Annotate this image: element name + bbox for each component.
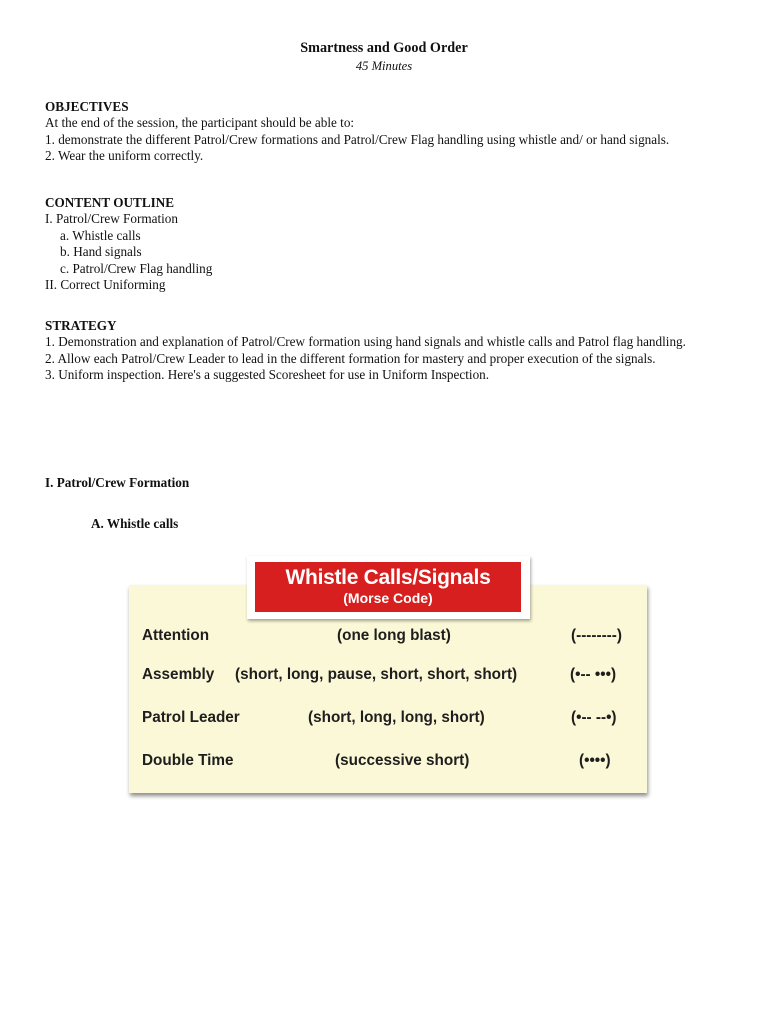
whistle-call-code: (•-- --•) xyxy=(571,709,617,726)
strategy-heading: STRATEGY xyxy=(45,318,117,333)
whistle-call-code: (--------) xyxy=(571,627,622,644)
strategy-item: 3. Uniform inspection. Here's a suggested Scoresheet for use in Uniform Inspection. xyxy=(45,367,490,383)
whistle-call-description: (short, long, pause, short, short, short) xyxy=(235,666,518,683)
objectives-section xyxy=(45,99,715,165)
whistle-banner xyxy=(255,562,521,612)
strategy-item: 2. Allow each Patrol/Crew Leader to lead in the different formation for mastery and proper execution of the signals. xyxy=(45,350,656,366)
objective-item: 1. demonstrate the different Patrol/Crew formations and Patrol/Crew Flag handling using whistle and/ or hand signals. xyxy=(45,131,670,147)
objective-item: 2. Wear the uniform correctly. xyxy=(45,148,204,164)
strategy-section xyxy=(45,318,715,384)
whistle-row xyxy=(129,710,647,730)
subsection-heading: A. Whistle calls xyxy=(91,516,179,531)
whistle-call-name: Double Time xyxy=(142,752,234,769)
page-title: Smartness and Good Order xyxy=(300,40,468,56)
whistle-call-name: Attention xyxy=(142,627,210,644)
outline-sub-item: c. Patrol/Crew Flag handling xyxy=(60,260,213,276)
whistle-call-name: Assembly xyxy=(142,666,215,683)
whistle-banner-frame xyxy=(247,556,530,619)
objectives-heading: OBJECTIVES xyxy=(45,99,129,114)
whistle-call-code: (•-- •••) xyxy=(570,666,617,683)
whistle-call-description: (one long blast) xyxy=(337,627,451,644)
whistle-call-description: (successive short) xyxy=(335,752,470,769)
objectives-intro: At the end of the session, the participant should be able to: xyxy=(45,115,355,131)
whistle-call-code: (••••) xyxy=(579,752,611,769)
outline-section-2: II. Correct Uniforming xyxy=(45,277,166,293)
banner-subtitle: (Morse Code) xyxy=(343,590,433,606)
content-outline-section xyxy=(45,195,715,293)
outline-sub-item: a. Whistle calls xyxy=(60,227,141,243)
outline-sub-item: b. Hand signals xyxy=(60,244,142,260)
outline-section-1: I. Patrol/Crew Formation xyxy=(45,211,178,227)
whistle-row xyxy=(129,628,647,648)
whistle-call-description: (short, long, long, short) xyxy=(308,709,485,726)
whistle-row xyxy=(129,753,647,773)
whistle-row xyxy=(129,667,647,687)
session-duration: 45 Minutes xyxy=(355,59,413,73)
whistle-call-name: Patrol Leader xyxy=(142,709,240,726)
banner-title: Whistle Calls/Signals xyxy=(285,566,491,589)
content-outline-heading: CONTENT OUTLINE xyxy=(45,195,175,210)
strategy-item: 1. Demonstration and explanation of Patrol/Crew formation using hand signals and whistle calls and Patrol flag handling. xyxy=(45,334,686,350)
section-heading: I. Patrol/Crew Formation xyxy=(45,475,190,490)
